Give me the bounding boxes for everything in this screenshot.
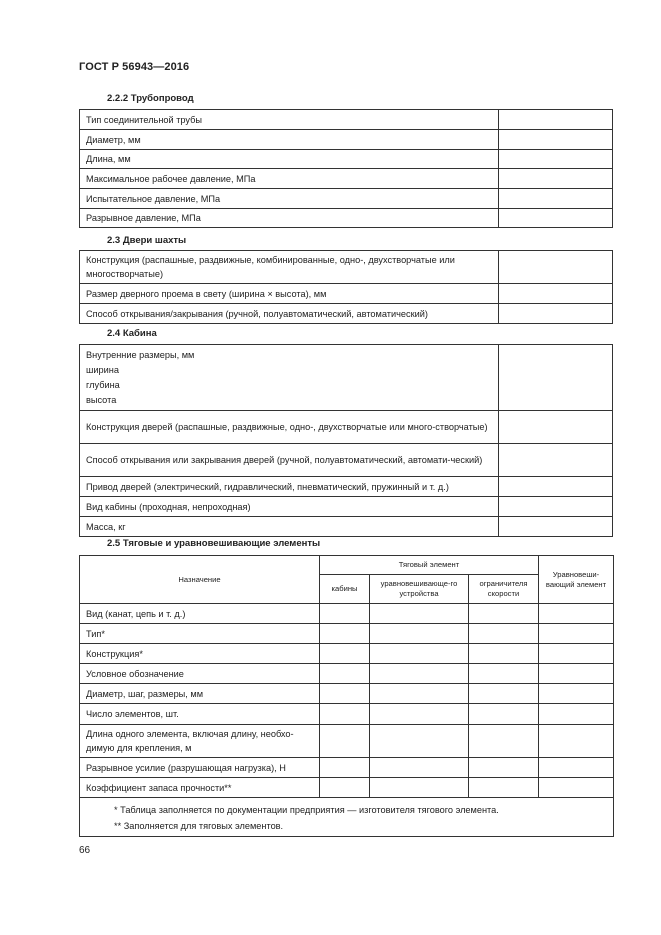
column-header-balance-device: уравновешивающе-го устройства [370, 575, 469, 604]
row-label: Конструкция* [80, 644, 320, 664]
inner-dimensions-cell [80, 345, 499, 411]
value-cell[interactable] [320, 664, 370, 684]
footnote: * Таблица заполняется по документации предприятия — изготовителя тягового элемента. [114, 805, 499, 815]
row-label: Диаметр, шаг, размеры, мм [80, 684, 320, 704]
value-cell[interactable] [499, 497, 613, 517]
value-cell[interactable] [499, 284, 613, 304]
table-row [80, 304, 613, 324]
table-row [80, 189, 613, 209]
row-label: Тип соединительной трубы [80, 110, 499, 130]
table-row [80, 251, 613, 284]
inner-depth-label: глубина [86, 380, 120, 390]
value-cell[interactable] [370, 624, 469, 644]
value-cell[interactable] [499, 477, 613, 497]
value-cell[interactable] [539, 704, 614, 725]
row-label: Коэффициент запаса прочности** [80, 778, 320, 798]
document-header: ГОСТ Р 56943—2016 [79, 61, 190, 73]
table-row [80, 624, 614, 644]
value-cell[interactable] [469, 624, 539, 644]
value-cell[interactable] [499, 130, 613, 150]
table-row [80, 517, 613, 537]
table-row [80, 684, 614, 704]
table-row [80, 604, 614, 624]
row-label: Размер дверного проема в свету (ширина × высота), мм [80, 284, 499, 304]
row-label: Условное обозначение [80, 664, 320, 684]
value-cell[interactable] [499, 345, 613, 411]
row-label: Способ открывания/закрывания (ручной, полуавтоматический, автоматический) [80, 304, 499, 324]
value-cell[interactable] [499, 110, 613, 130]
value-cell[interactable] [499, 517, 613, 537]
section-title-pipeline: 2.2.2 Трубопровод [107, 93, 194, 104]
column-header-speed-limiter: ограничителя скорости [469, 575, 539, 604]
row-label: Способ открывания или закрывания дверей (ручной, полуавтоматический, автомати-ческий) [80, 444, 499, 477]
value-cell[interactable] [469, 604, 539, 624]
value-cell[interactable] [370, 758, 469, 778]
value-cell[interactable] [539, 624, 614, 644]
value-cell[interactable] [370, 704, 469, 725]
table-row [80, 644, 614, 664]
row-label: Число элементов, шт. [80, 704, 320, 725]
table-row [80, 477, 613, 497]
row-label: Вид (канат, цепь и т. д.) [80, 604, 320, 624]
value-cell[interactable] [539, 758, 614, 778]
value-cell[interactable] [499, 150, 613, 169]
table-notes [80, 798, 614, 837]
cabin-table [79, 344, 613, 537]
value-cell[interactable] [320, 704, 370, 725]
section-title-cabin: 2.4 Кабина [107, 328, 157, 339]
table-row [80, 284, 613, 304]
value-cell[interactable] [370, 778, 469, 798]
table-row [80, 704, 614, 725]
value-cell[interactable] [370, 664, 469, 684]
row-label: Конструкция дверей (распашные, раздвижные, одно-, двухстворчатые или много-створчатые) [80, 411, 499, 444]
row-label: Разрывное давление, МПа [80, 209, 499, 228]
value-cell[interactable] [499, 444, 613, 477]
value-cell[interactable] [320, 624, 370, 644]
value-cell[interactable] [320, 684, 370, 704]
value-cell[interactable] [499, 189, 613, 209]
value-cell[interactable] [539, 684, 614, 704]
pipeline-table [79, 109, 613, 228]
value-cell[interactable] [499, 169, 613, 189]
table-row [80, 758, 614, 778]
row-label: Конструкция (распашные, раздвижные, комбинированные, одно-, двухстворчатые или многостворчатые) [80, 251, 499, 284]
row-label: Максимальное рабочее давление, МПа [80, 169, 499, 189]
inner-dimensions-title: Внутренние размеры, мм [86, 350, 195, 360]
value-cell[interactable] [539, 664, 614, 684]
value-cell[interactable] [370, 644, 469, 664]
column-header-traction-element: Тяговый элемент [320, 556, 539, 575]
value-cell[interactable] [320, 604, 370, 624]
value-cell[interactable] [469, 644, 539, 664]
value-cell[interactable] [469, 758, 539, 778]
value-cell[interactable] [469, 704, 539, 725]
row-label: Привод дверей (электрический, гидравлический, пневматический, пружинный и т. д.) [80, 477, 499, 497]
inner-width-label: ширина [86, 365, 119, 375]
table-row [80, 169, 613, 189]
footnote: ** Заполняется для тяговых элементов. [114, 821, 284, 831]
value-cell[interactable] [370, 684, 469, 704]
page-number: 66 [79, 845, 91, 856]
value-cell[interactable] [320, 778, 370, 798]
table-row [80, 209, 613, 228]
table-row [80, 411, 613, 444]
row-label: Тип* [80, 624, 320, 644]
row-label: Вид кабины (проходная, непроходная) [80, 497, 499, 517]
table-row [80, 664, 614, 684]
table-row [80, 497, 613, 517]
inner-height-label: высота [86, 395, 117, 405]
table-row [80, 345, 613, 411]
row-label: Длина, мм [80, 150, 499, 169]
row-label: Испытательное давление, МПа [80, 189, 499, 209]
value-cell[interactable] [370, 725, 469, 758]
value-cell[interactable] [469, 684, 539, 704]
row-label: Разрывное усилие (разрушающая нагрузка), Н [80, 758, 320, 778]
value-cell[interactable] [370, 604, 469, 624]
value-cell[interactable] [539, 778, 614, 798]
table-row [80, 130, 613, 150]
table-row [80, 778, 614, 798]
value-cell[interactable] [469, 664, 539, 684]
header-row [80, 556, 614, 575]
row-label: Масса, кг [80, 517, 499, 537]
value-cell[interactable] [320, 644, 370, 664]
value-cell[interactable] [469, 778, 539, 798]
column-header-purpose: Назначение [80, 556, 320, 604]
value-cell[interactable] [499, 251, 613, 284]
value-cell[interactable] [539, 644, 614, 664]
value-cell[interactable] [499, 304, 613, 324]
value-cell[interactable] [320, 725, 370, 758]
value-cell[interactable] [469, 725, 539, 758]
shaft-doors-table [79, 250, 613, 324]
notes-row [80, 798, 614, 837]
column-header-cabins: кабины [320, 575, 370, 604]
value-cell[interactable] [499, 411, 613, 444]
section-title-traction-elements: 2.5 Тяговые и уравновешивающие элементы [107, 538, 321, 549]
value-cell[interactable] [539, 725, 614, 758]
value-cell[interactable] [539, 604, 614, 624]
table-row [80, 444, 613, 477]
table-row [80, 110, 613, 130]
section-title-shaft-doors: 2.3 Двери шахты [107, 235, 187, 246]
table-row [80, 150, 613, 169]
column-header-balancing-element: Уравновеши-вающий элемент [539, 556, 614, 604]
traction-elements-table [79, 555, 614, 837]
value-cell[interactable] [320, 758, 370, 778]
value-cell[interactable] [499, 209, 613, 228]
row-label: Длина одного элемента, включая длину, необхо-димую для крепления, м [80, 725, 320, 758]
row-label: Диаметр, мм [80, 130, 499, 150]
table-row [80, 725, 614, 758]
